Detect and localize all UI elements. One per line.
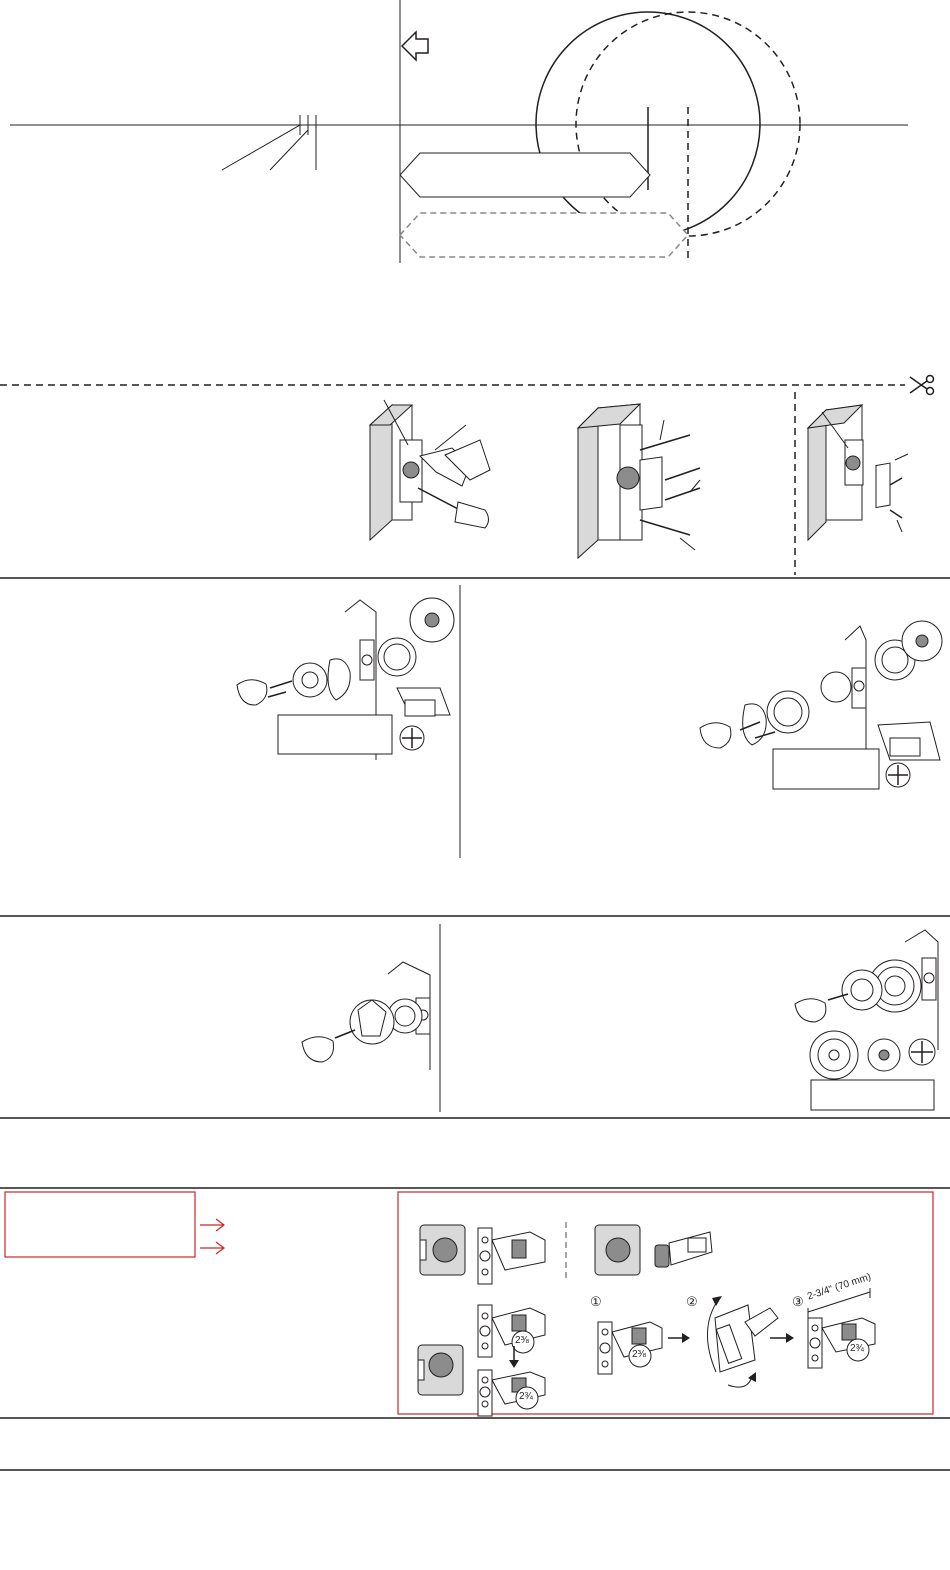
scissors-icon	[910, 376, 934, 395]
hand-screwdriver	[795, 999, 826, 1022]
note-box-red	[5, 1192, 195, 1257]
hand-screwdriver	[302, 1037, 334, 1062]
arrow-left-icon	[402, 32, 428, 60]
hand-screwdriver	[237, 680, 267, 705]
latch-outline-2-3-8	[400, 153, 650, 197]
chisel-blade	[418, 488, 460, 510]
leader-line	[222, 125, 300, 170]
leader-line	[897, 520, 902, 532]
backset-label-large: 2¾	[519, 1391, 533, 1402]
step-marker-3: ③	[792, 1294, 804, 1309]
note-box	[811, 1080, 934, 1110]
note-box	[278, 715, 392, 754]
dimension-label: 2-3/4" (70 mm)	[806, 1271, 873, 1303]
chisel-illustration	[370, 400, 490, 540]
strike-plate-illustration	[578, 404, 700, 558]
install-step-3-illustration	[302, 962, 430, 1070]
drill-template	[10, 0, 908, 263]
leader-line	[895, 454, 908, 460]
arrow-right-icon	[200, 1219, 224, 1231]
leader-line	[680, 538, 695, 550]
backset-label-step3: 2¾	[850, 1343, 864, 1354]
install-step-4-illustration	[795, 930, 938, 1110]
install-step-right-illustration	[700, 621, 942, 789]
latch-conversion-illustrations	[418, 1222, 875, 1416]
leader-line	[270, 130, 308, 170]
arrow-right-icon	[200, 1242, 224, 1254]
backset-label-step1: 2⅜	[632, 1349, 646, 1360]
latch-outline-2-3-4	[400, 213, 688, 257]
step-marker-2: ②	[686, 1294, 698, 1309]
chisel-handle	[455, 502, 489, 528]
install-step-left-illustration	[237, 598, 454, 760]
strike-detail-illustration	[808, 405, 908, 540]
leader-line	[660, 420, 664, 440]
backset-label-small: 2⅜	[515, 1335, 529, 1346]
note-box	[773, 749, 879, 789]
step-marker-1: ①	[590, 1294, 602, 1309]
leader-line	[435, 425, 466, 450]
hand-screwdriver	[700, 723, 731, 748]
